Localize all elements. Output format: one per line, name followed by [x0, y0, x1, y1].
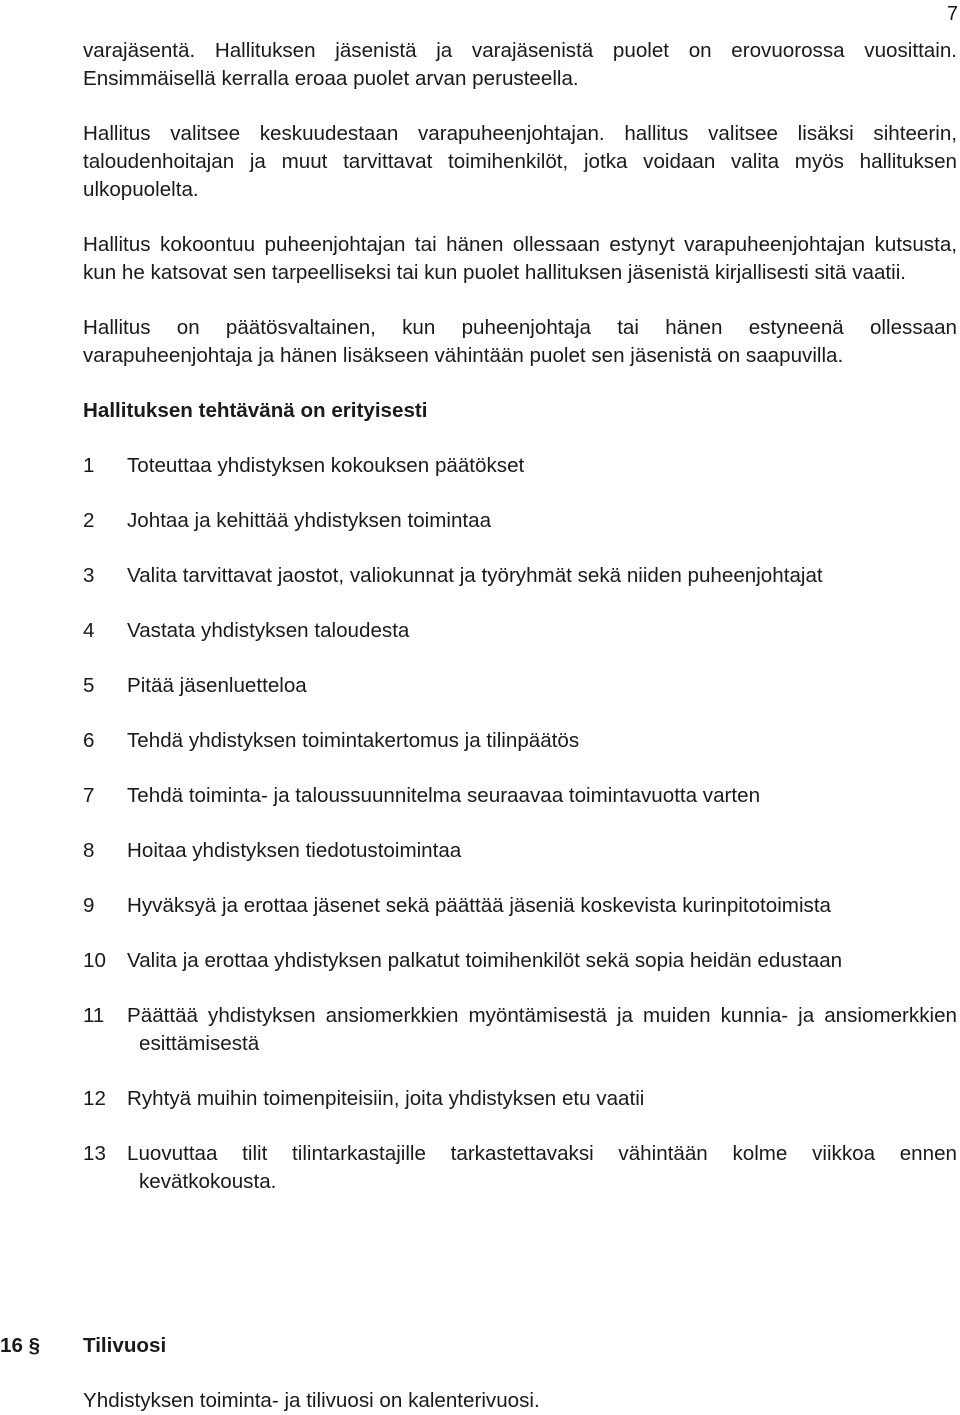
list-item: [83, 562, 957, 590]
list-item-number: 7: [83, 784, 95, 807]
list-item-text: Pitää jäsenluetteloa: [127, 674, 307, 697]
list-item-number: 9: [83, 894, 95, 917]
list-item: [83, 782, 957, 810]
list-item: [83, 507, 957, 535]
list-item-number: 6: [83, 729, 95, 752]
page-number: 7: [946, 3, 958, 25]
list-item: [83, 1140, 957, 1196]
list-item-text: Johtaa ja kehittää yhdistyksen toimintaa: [127, 509, 492, 532]
paragraph-board-meetings: Hallitus kokoontuu puheenjohtajan tai hänen ollessaan estynyt varapuheenjohtajan kutsusta, kun he katsovat sen tarpeelliseksi tai kun puolet hallituksen jäsenistä kirjallisesti sitä vaatii.: [83, 233, 957, 284]
list-item: [83, 672, 957, 700]
list-item-number: 13: [83, 1142, 106, 1165]
list-item-text: Päättää yhdistyksen ansiomerkkien myöntämisestä ja muiden kunnia- ja ansiomerkkien esittämisestä: [127, 1004, 957, 1055]
list-item-number: 12: [83, 1087, 106, 1110]
paragraph-board-officers: Hallitus valitsee keskuudestaan varapuheenjohtajan. hallitus valitsee lisäksi sihteerin, taloudenhoitajan ja muut tarvittavat toimihenkilöt, jotka voidaan valita myös hallituksen ulkopuolelta.: [83, 122, 957, 201]
list-item-number: 5: [83, 674, 95, 697]
list-item-number: 11: [83, 1004, 105, 1027]
list-item-text: Tehdä toiminta- ja taloussuunnitelma seuraavaa toimintavuotta varten: [127, 784, 761, 807]
list-item-text: Hyväksyä ja erottaa jäsenet sekä päättää jäseniä koskevista kurinpitotoimista: [127, 894, 831, 917]
paragraph-board-rotation: varajäsentä. Hallituksen jäsenistä ja varajäsenistä puolet on erovuorossa vuosittain. Ensimmäisellä kerralla eroaa puolet arvan perusteella.: [83, 39, 957, 90]
list-item-text: Hoitaa yhdistyksen tiedotustoimintaa: [127, 839, 462, 862]
list-item-text: Ryhtyä muihin toimenpiteisiin, joita yhdistyksen etu vaatii: [127, 1087, 645, 1110]
section-number: 16 §: [0, 1334, 41, 1357]
list-item: [83, 837, 957, 865]
list-item: [83, 947, 957, 975]
list-item-text: Luovuttaa tilit tilintarkastajille tarkastettavaksi vähintään kolme viikkoa ennen kevätkokousta.: [127, 1142, 957, 1193]
list-item: [83, 1002, 957, 1058]
document-body: [83, 37, 957, 1223]
section-text: Yhdistyksen toiminta- ja tilivuosi on kalenterivuosi.: [83, 1389, 540, 1412]
list-item-text: Vastata yhdistyksen taloudesta: [127, 619, 410, 642]
list-item-number: 3: [83, 564, 95, 587]
list-item-number: 4: [83, 619, 95, 642]
list-item: [83, 617, 957, 645]
list-item-number: 2: [83, 509, 95, 532]
list-item: [83, 727, 957, 755]
list-item-text: Valita tarvittavat jaostot, valiokunnat ja työryhmät sekä niiden puheenjohtajat: [127, 564, 823, 587]
duties-heading: Hallituksen tehtävänä on erityisesti: [83, 399, 428, 422]
list-item-number: 8: [83, 839, 95, 862]
list-item-text: Tehdä yhdistyksen toimintakertomus ja tilinpäätös: [127, 729, 580, 752]
duties-list: [83, 452, 957, 1196]
section-title: Tilivuosi: [83, 1334, 167, 1357]
paragraph-board-quorum: Hallitus on päätösvaltainen, kun puheenjohtaja tai hänen estyneenä ollessaan varapuheenjohtaja ja hänen lisäkseen vähintään puolet sen jäsenistä on saapuvilla.: [83, 316, 957, 367]
list-item: [83, 1085, 957, 1113]
list-item-number: 10: [83, 949, 106, 972]
list-item: [83, 452, 957, 480]
list-item: [83, 892, 957, 920]
list-item-number: 1: [83, 454, 95, 477]
list-item-text: Toteuttaa yhdistyksen kokouksen päätökset: [127, 454, 525, 477]
list-item-text: Valita ja erottaa yhdistyksen palkatut toimihenkilöt sekä sopia heidän edustaan: [127, 949, 843, 972]
